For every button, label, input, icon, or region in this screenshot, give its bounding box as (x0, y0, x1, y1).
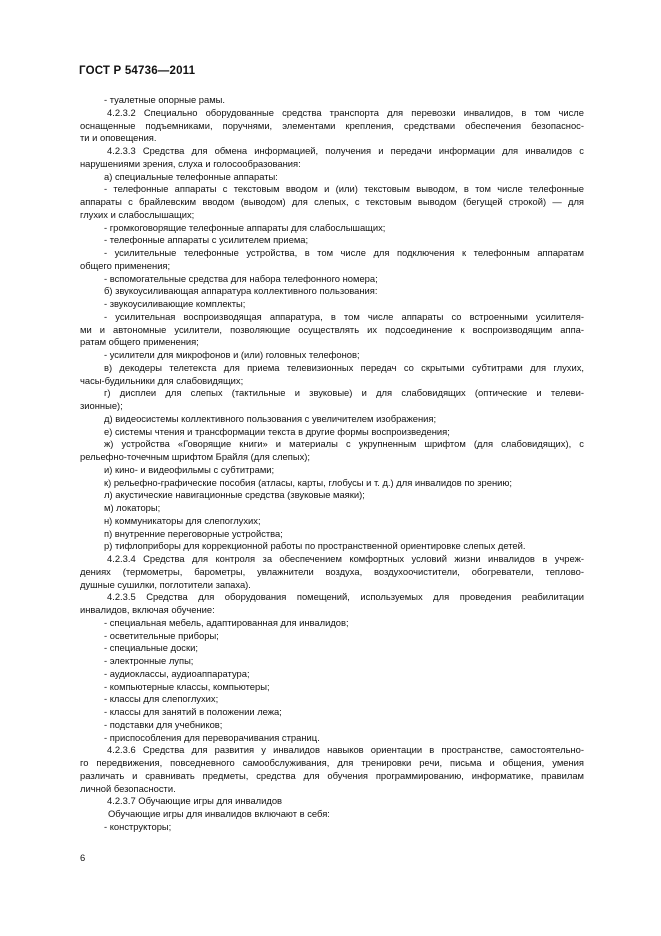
text-line: 4.2.3.7 Обучающие игры для инвалидов (107, 795, 283, 807)
text-line: ти и оповещения. (80, 132, 157, 144)
text-line: ратам общего применения; (80, 336, 199, 348)
text-line: - подставки для учебников; (104, 718, 223, 730)
text-line: душные сушилки, поглотители запаха). (80, 578, 251, 590)
text-line: зионные); (80, 400, 123, 411)
text-line: Обучающие игры для инвалидов включают в себя: (108, 808, 330, 819)
text-line: - телефонные аппараты с текстовым вводом и (или) текстовым выводом, в том числе телефонные (104, 183, 584, 195)
text-line: - усилители для микрофонов и (или) головных телефонов; (104, 349, 360, 360)
text-line: дениях (термометры, барометры, увлажнители воздуха, воздухоочистители, обогреватели, теплово- (80, 565, 584, 577)
page-number: 6 (80, 852, 86, 863)
text-line: л) акустические навигационные средства (звуковые маяки); (104, 489, 365, 501)
text-line: п) внутренние переговорные устройства; (104, 527, 283, 539)
text-line: в) декодеры телетекста для приема телевизионных передач со скрытыми субтитрами для глухих, (104, 361, 584, 373)
text-line: 4.2.3.5 Средства для оборудования помещений, используемых для проведения реабилитации (107, 591, 584, 603)
text-line: го передвижения, повседневного самообслуживания, для тренировки речи, письма и общения, умения (80, 757, 584, 768)
text-line: - вспомогательные средства для набора телефонного номера; (104, 272, 378, 284)
text-line: б) звукоусиливающая аппаратура коллективного пользования: (104, 285, 378, 297)
text-line: г) дисплеи для слепых (тактильные и звуковые) и для слабовидящих (оптические и телеви- (104, 387, 584, 399)
text-line: - громкоговорящие телефонные аппараты для слабослышащих; (104, 221, 386, 233)
text-line: н) коммуникаторы для слепоглухих; (104, 514, 261, 526)
text-line: м) локаторы; (104, 502, 161, 513)
text-line: часы-будильники для слабовидящих; (80, 374, 244, 386)
text-line: общего применения; (80, 259, 171, 271)
text-line: - звукоусиливающие комплекты; (104, 298, 246, 309)
document-header: ГОСТ Р 54736—2011 (79, 65, 196, 77)
text-line: нарушениями зрения, слуха и голосообразования: (80, 157, 301, 169)
text-line: оснащенные подъемниками, поручнями, элементами крепления, средствами обеспечения безопаснос- (80, 119, 584, 131)
text-line: е) системы чтения и трансформации текста в другие формы воспроизведения; (104, 425, 450, 437)
document-body (80, 94, 584, 834)
text-line: ж) устройства «Говорящие книги» и материалы с укрупненным шрифтом (для слабовидящих), с (104, 438, 584, 450)
text-line: ми и автономные усилители, позволяющие осуществлять их подсоединение к воспроизводящим аппа- (80, 323, 584, 335)
text-line: - телефонные аппараты с усилителем приема; (104, 234, 309, 246)
text-line: - компьютерные классы, компьютеры; (104, 680, 270, 692)
text-line: - конструкторы; (104, 820, 172, 832)
text-line: - усилительная воспроизводящая аппаратура, в том числе аппараты со встроенными усилителя- (104, 310, 584, 322)
text-line: и) кино- и видеофильмы с субтитрами; (104, 463, 275, 475)
text-line: различать и сравнивать предметы, средства для обучения программированию, информатике, правилам (80, 769, 584, 781)
text-line: 4.2.3.2 Специально оборудованные средства транспорта для перевозки инвалидов, в том числе (107, 106, 584, 118)
text-line: рельефно-точечным шрифтом Брайля (для слепых); (80, 451, 310, 462)
text-line: - специальная мебель, адаптированная для инвалидов; (104, 616, 349, 628)
text-line: д) видеосистемы коллективного пользования с увеличителем изображения; (104, 412, 437, 424)
text-line: - классы для занятий в положении лежа; (104, 706, 282, 717)
text-line: - осветительные приборы; (104, 629, 219, 641)
text-line: 4.2.3.3 Средства для обмена информацией, получения и передачи информации для инвалидов с (107, 145, 584, 156)
text-line: 4.2.3.4 Средства для контроля за обеспечением комфортных условий жизни инвалидов в учреж- (107, 553, 584, 564)
text-line: - приспособления для переворачивания страниц. (104, 731, 320, 743)
text-line: 4.2.3.6 Средства для развития у инвалидов навыков ориентации в пространстве, самостоятельно- (107, 744, 584, 756)
text-line: к) рельефно-графические пособия (атласы, карты, глобусы и т. д.) для инвалидов по зрению; (104, 476, 513, 488)
text-line: - туалетные опорные рамы. (104, 94, 225, 105)
text-line: а) специальные телефонные аппараты: (104, 170, 278, 182)
text-line: - аудиоклассы, аудиоаппаратура; (104, 667, 250, 679)
text-line: - электронные лупы; (104, 655, 194, 666)
text-line: р) тифлоприборы для коррекционной работы по пространственной ориентировке слепых детей. (104, 540, 526, 552)
text-line: инвалидов, включая обучение: (80, 604, 215, 615)
text-line: аппараты с брайлевским вводом (выводом) для слепых, с текстовым выводом (бегущей строкой) — для (80, 196, 584, 207)
text-line: глухих и слабослышащих; (80, 208, 195, 220)
text-line: личной безопасности. (80, 782, 176, 794)
text-line: - усилительные телефонные устройства, в том числе для подключения к телефонным аппаратам (104, 247, 584, 258)
text-line: - классы для слепоглухих; (104, 693, 219, 705)
text-line: - специальные доски; (104, 642, 198, 654)
